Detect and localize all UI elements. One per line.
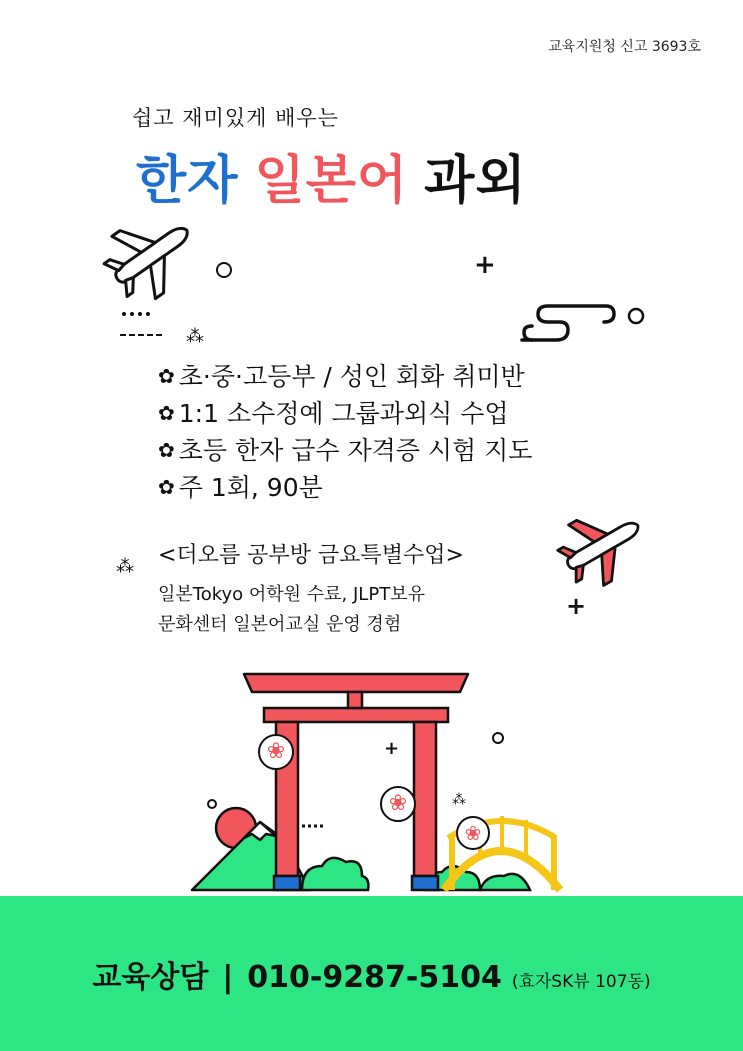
sakura-flower-icon: ❀ <box>258 734 294 770</box>
contact-label: 교육상담 <box>92 959 209 995</box>
title-hanja: 한자 <box>136 151 239 211</box>
airplane-icon <box>100 206 200 306</box>
svg-text:⁂: ⁂ <box>452 792 466 808</box>
title-japanese: 일본어 <box>254 151 409 211</box>
plus-icon: + <box>566 592 587 620</box>
contact-separator: | <box>222 959 234 995</box>
contact-line <box>92 952 650 996</box>
list-item: ✿ 주 1회, 90분 <box>158 473 323 502</box>
contact-footer <box>0 896 743 1051</box>
list-item: ✿ 1:1 소수정예 그룹과외식 수업 <box>158 399 509 428</box>
page-title <box>136 138 543 213</box>
credential-line: 문화센터 일본어교실 운영 경험 <box>158 614 402 635</box>
airplane-red-icon <box>556 500 648 592</box>
sparkle-icon: ⁂ <box>186 326 204 347</box>
star-icon: ✿ <box>158 438 175 462</box>
credentials <box>158 580 425 640</box>
star-icon: ✿ <box>158 364 175 388</box>
sparkle-icon: ⁂ <box>116 556 134 577</box>
cloud-icon <box>516 300 648 346</box>
special-class-heading: <더오름 공부방 금요특별수업> <box>158 543 464 568</box>
dots-decoration <box>122 312 150 320</box>
phone-number[interactable]: 010-9287-5104 <box>247 959 502 995</box>
circle-icon <box>216 262 232 278</box>
sakura-flower-icon: ❀ <box>380 786 416 822</box>
star-icon: ✿ <box>158 475 175 499</box>
registration-number: 교육지원청 신고 3693호 <box>548 39 701 55</box>
tagline: 쉽고 재미있게 배우는 <box>132 106 339 130</box>
star-icon: ✿ <box>158 401 175 425</box>
sakura-flower-icon: ❀ <box>456 816 490 850</box>
dash-decoration <box>120 334 162 336</box>
title-tutoring: 과외 <box>424 151 527 211</box>
feature-list <box>158 358 532 506</box>
svg-text:+: + <box>384 738 400 759</box>
list-item: ✿ 초·중·고등부 / 성인 회화 취미반 <box>158 362 525 391</box>
contact-location: (효자SK뷰 107동) <box>511 971 651 992</box>
list-item: ✿ 초등 한자 급수 자격증 시험 지도 <box>158 436 533 465</box>
plus-icon: + <box>474 250 496 280</box>
torii-illustration <box>190 662 580 896</box>
credential-line: 일본Tokyo 어학원 수료, JLPT보유 <box>158 584 425 605</box>
